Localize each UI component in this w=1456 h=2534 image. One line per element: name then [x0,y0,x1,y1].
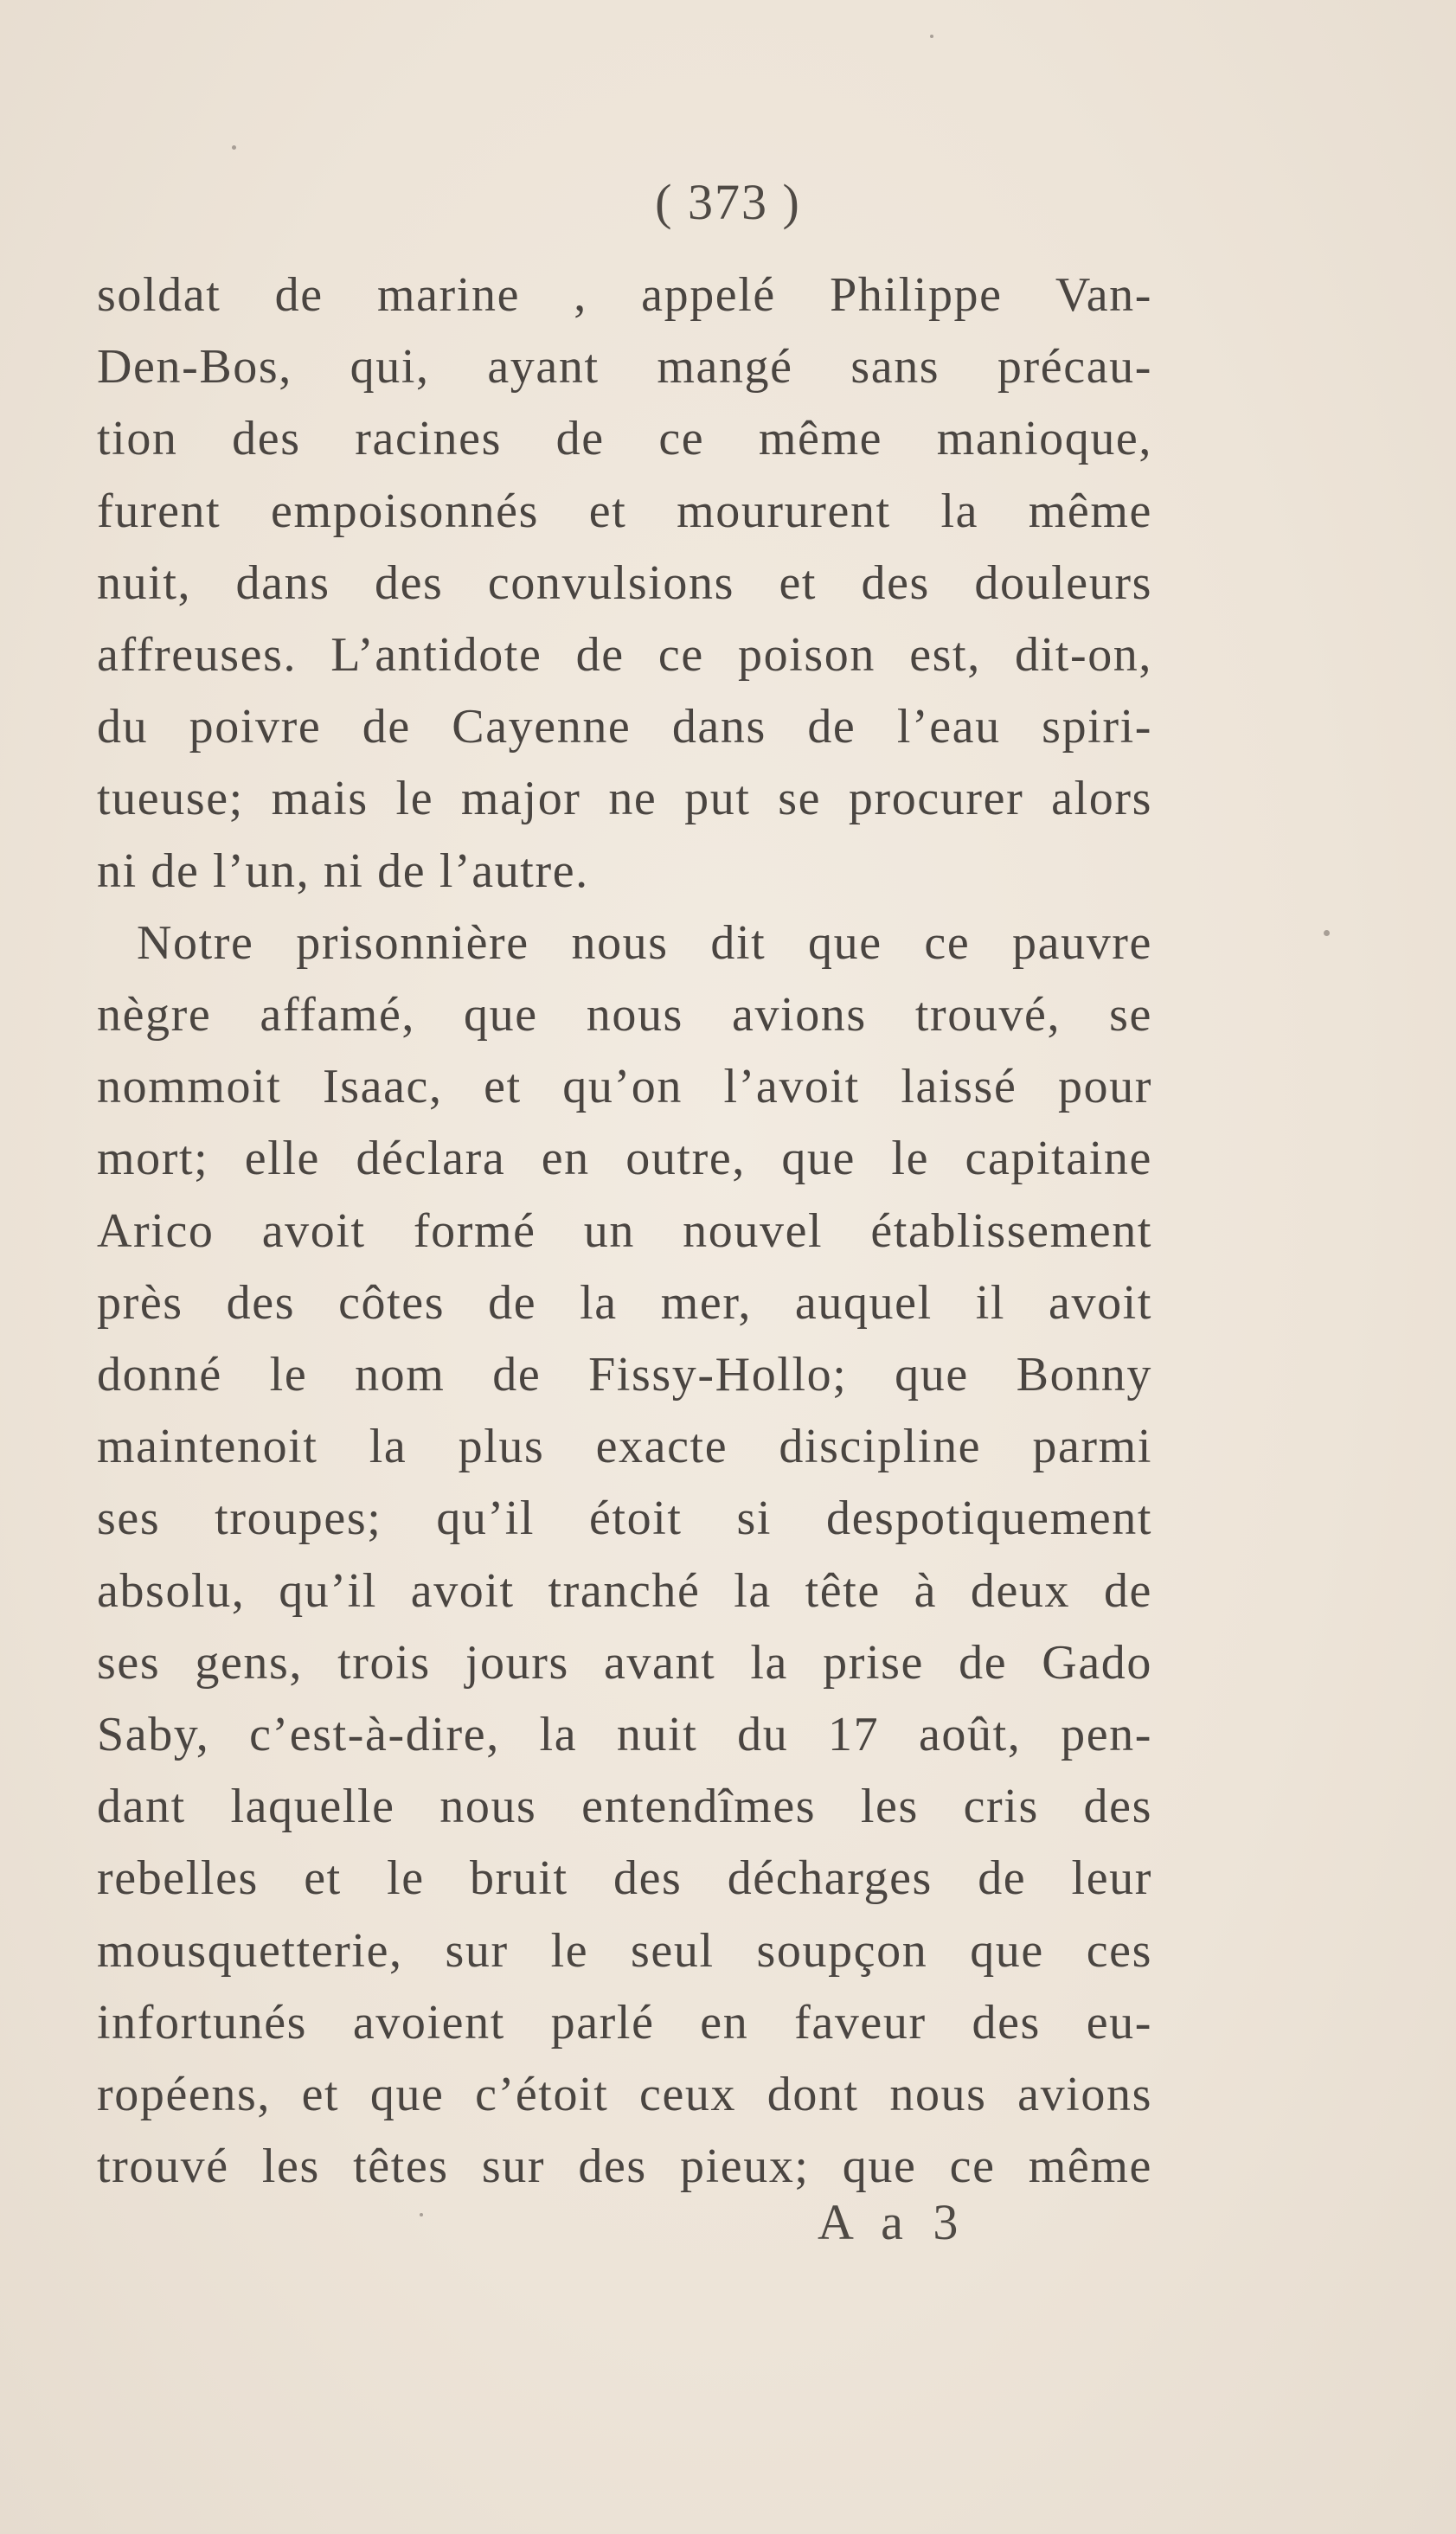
text-line: tion des racines de ce même manioque, [97,412,1152,466]
paper-speck [930,35,933,38]
text-line: soldat de marine , appelé Philippe Van- [97,268,1152,322]
text-line: nuit, dans des convulsions et des douleurs [97,555,1152,610]
text-line: donné le nom de Fissy-Hollo; que Bonny [97,1348,1152,1402]
text-line: furent empoisonnés et moururent la même [97,484,1152,538]
text-line: nommoit Isaac, et qu’on l’avoit laissé pour [97,1060,1152,1114]
text-line: Den-Bos, qui, ayant mangé sans précau- [97,340,1152,395]
paragraph-start-line: Notre prisonnière nous dit que ce pauvre [137,915,1152,970]
text-line: près des côtes de la mer, auquel il avoit [97,1275,1152,1330]
text-line: absolu, qu’il avoit tranché la tête à deux de [97,1563,1152,1618]
text-line: rebelles et le bruit des décharges de leur [97,1851,1152,1906]
text-line: Arico avoit formé un nouvel établissement [97,1203,1152,1258]
page-number: ( 373 ) [655,174,801,230]
body-text [97,260,1152,2203]
signature-mark: A a 3 [818,2194,967,2250]
text-line: infortunés avoient parlé en faveur des eu- [97,1995,1152,2050]
text-line: tueuse; mais le major ne put se procurer alors [97,772,1152,826]
text-line: ses gens, trois jours avant la prise de Gado [97,1635,1152,1690]
text-line: mort; elle déclara en outre, que le capitaine [97,1132,1152,1186]
text-line: trouvé les têtes sur des pieux; que ce même [97,2139,1152,2194]
text-line: affreuses. L’antidote de ce poison est, dit-on, [97,628,1152,683]
text-line: maintenoit la plus exacte discipline parmi [97,1420,1152,1474]
text-line: dant laquelle nous entendîmes les cris des [97,1780,1152,1834]
paper-speck [420,2213,423,2216]
paragraph-end-line: ni de l’un, ni de l’autre. [97,844,589,898]
text-line: ses troupes; qu’il étoit si despotiquement [97,1492,1152,1546]
paper-speck [232,145,236,150]
text-line: Saby, c’est-à-dire, la nuit du 17 août, pen- [97,1708,1152,1762]
text-line: du poivre de Cayenne dans de l’eau spiri- [97,700,1152,754]
text-line: nègre affamé, que nous avions trouvé, se [97,988,1152,1042]
text-line: ropéens, et que c’étoit ceux dont nous avions [97,2068,1152,2122]
text-line: mousquetterie, sur le seul soupçon que ces [97,1923,1152,1978]
paper-speck [1324,930,1330,936]
